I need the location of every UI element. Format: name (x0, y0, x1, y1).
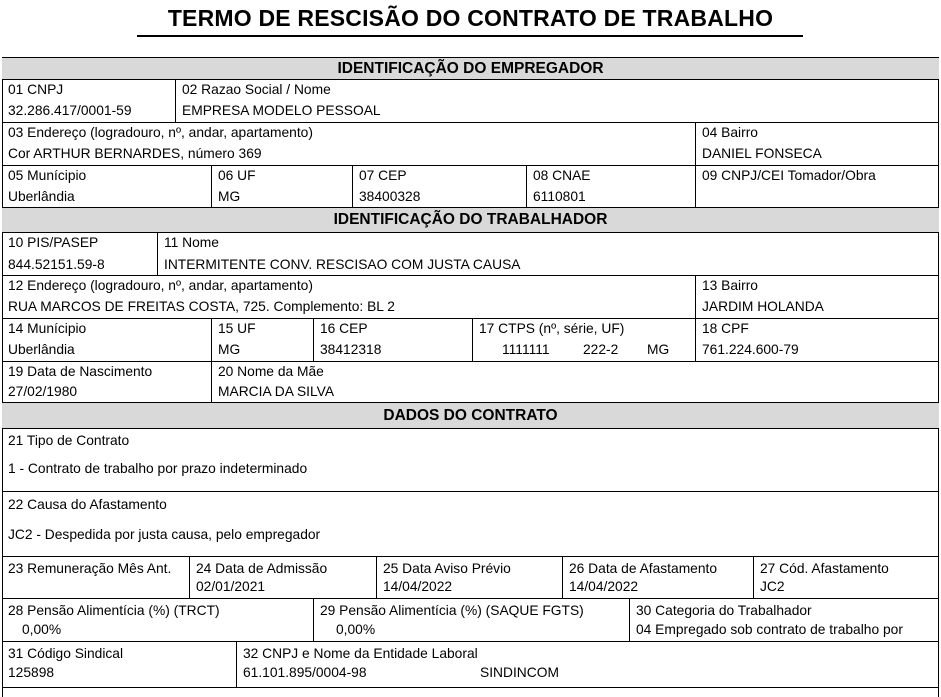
field-ctps-label: 17 CTPS (nº, série, UF) (479, 321, 625, 336)
field-bairro-trabalhador-value: JARDIM HOLANDA (702, 299, 824, 314)
field-cod-afastamento-value: JC2 (760, 579, 785, 594)
field-nome-mae-value: MARCIA DA SILVA (218, 384, 335, 399)
field-endereco-empregador (2, 123, 696, 166)
field-ctps-uf: MG (647, 342, 670, 357)
field-pis (2, 233, 158, 276)
field-aviso-previo (377, 557, 563, 599)
field-cnpj-label: 01 CNPJ (8, 82, 64, 97)
section-trabalhador-title: IDENTIFICAÇÃO DO TRABALHADOR (333, 211, 608, 228)
field-cnae-label: 08 CNAE (533, 168, 591, 183)
field-bairro-empregador (696, 123, 939, 166)
field-municipio-trabalhador-value: Uberlândia (8, 342, 75, 357)
field-pensao-trct-value: 0,00% (22, 622, 62, 637)
field-municipio-empregador-value: Uberlândia (8, 189, 75, 204)
field-cnpj (2, 80, 176, 123)
field-data-afastamento (563, 557, 754, 599)
field-entidade-laboral (237, 642, 939, 688)
field-nascimento-value: 27/02/1980 (8, 384, 78, 399)
field-uf-trabalhador-label: 15 UF (218, 321, 256, 336)
field-causa-afastamento-label: 22 Causa do Afastamento (8, 497, 167, 512)
field-data-afastamento-label: 26 Data de Afastamento (569, 561, 718, 576)
field-municipio-empregador-label: 05 Munícipio (8, 168, 87, 183)
section-contrato-title: DADOS DO CONTRATO (383, 407, 558, 424)
field-cpf-label: 18 CPF (702, 321, 749, 336)
field-razao-social-label: 02 Razao Social / Nome (182, 82, 331, 97)
field-pensao-trct-label: 28 Pensão Alimentícia (%) (TRCT) (8, 603, 220, 618)
field-uf-trabalhador-value: MG (218, 342, 241, 357)
field-pensao-fgts (314, 599, 630, 642)
section-contrato-header (2, 403, 939, 429)
field-entidade-laboral-label: 32 CNPJ e Nome da Entidade Laboral (243, 646, 478, 661)
field-pensao-fgts-value: 0,00% (336, 622, 376, 637)
field-entidade-laboral-nome: SINDINCOM (480, 665, 559, 680)
field-data-afastamento-value: 14/04/2022 (569, 579, 639, 594)
field-bairro-empregador-value: DANIEL FONSECA (702, 146, 822, 161)
field-municipio-trabalhador (2, 319, 212, 362)
field-codigo-sindical (2, 642, 237, 688)
field-remuneracao-label: 23 Remuneração Mês Ant. (8, 561, 172, 576)
field-cep-trabalhador-label: 16 CEP (320, 321, 368, 336)
field-cnae (527, 166, 696, 208)
field-tipo-contrato-value: 1 - Contrato de trabalho por prazo indeterminado (8, 461, 308, 476)
field-tomador-label: 09 CNPJ/CEI Tomador/Obra (702, 168, 876, 183)
field-cep-empregador-value: 38400328 (359, 189, 421, 204)
field-categoria-label: 30 Categoria do Trabalhador (636, 603, 812, 618)
section-empregador-header (2, 57, 939, 80)
field-nascimento-label: 19 Data de Nascimento (8, 364, 153, 379)
field-bairro-trabalhador (696, 276, 939, 319)
field-nome-label: 11 Nome (164, 235, 219, 250)
field-cep-trabalhador (314, 319, 473, 362)
document-title: TERMO DE RESCISÃO DO CONTRATO DE TRABALHO (167, 5, 774, 31)
field-uf-empregador (212, 166, 353, 208)
field-aviso-previo-label: 25 Data Aviso Prévio (383, 561, 511, 576)
field-ctps-serie: 222-2 (583, 342, 619, 357)
field-uf-empregador-value: MG (218, 189, 241, 204)
field-pis-value: 844.52151.59-8 (8, 257, 105, 272)
field-cep-empregador (353, 166, 527, 208)
field-tipo-contrato (2, 429, 939, 492)
section-empregador-title: IDENTIFICAÇÃO DO EMPREGADOR (337, 60, 604, 77)
field-endereco-empregador-label: 03 Endereço (logradouro, nº, andar, apartamento) (8, 125, 313, 140)
field-causa-afastamento (2, 492, 939, 557)
field-endereco-trabalhador-value: RUA MARCOS DE FREITAS COSTA, 725. Complemento: BL 2 (8, 299, 395, 314)
field-admissao (190, 557, 377, 599)
field-remuneracao (2, 557, 190, 599)
field-causa-afastamento-value: JC2 - Despedida por justa causa, pelo empregador (8, 527, 321, 542)
section-trabalhador-header (2, 208, 939, 233)
field-nome-value: INTERMITENTE CONV. RESCISAO COM JUSTA CAUSA (164, 257, 521, 272)
field-nome (158, 233, 939, 276)
field-codigo-sindical-value: 125898 (8, 665, 55, 680)
field-codigo-sindical-label: 31 Código Sindical (8, 646, 124, 661)
field-razao-social-value: EMPRESA MODELO PESSOAL (182, 103, 381, 118)
field-bairro-empregador-label: 04 Bairro (702, 125, 758, 140)
field-ctps (473, 319, 696, 362)
field-nascimento (2, 362, 212, 403)
field-cod-afastamento (754, 557, 939, 599)
field-admissao-label: 24 Data de Admissão (196, 561, 328, 576)
title-underline (137, 35, 803, 37)
field-cnae-value: 6110801 (533, 189, 586, 204)
field-cep-trabalhador-value: 38412318 (320, 342, 382, 357)
field-razao-social (176, 80, 939, 123)
field-endereco-empregador-value: Cor ARTHUR BERNARDES, número 369 (8, 146, 262, 161)
field-municipio-trabalhador-label: 14 Munícipio (8, 321, 87, 336)
field-cod-afastamento-label: 27 Cód. Afastamento (760, 561, 889, 576)
field-bairro-trabalhador-label: 13 Bairro (702, 278, 758, 293)
field-admissao-value: 02/01/2021 (196, 579, 266, 594)
field-endereco-trabalhador-label: 12 Endereço (logradouro, nº, andar, apartamento) (8, 278, 313, 293)
field-categoria-value: 04 Empregado sob contrato de trabalho por (636, 622, 903, 637)
field-pis-label: 10 PIS/PASEP (8, 235, 99, 250)
field-uf-trabalhador (212, 319, 314, 362)
field-pensao-trct (2, 599, 314, 642)
field-categoria (630, 599, 939, 642)
field-uf-empregador-label: 06 UF (218, 168, 256, 183)
field-aviso-previo-value: 14/04/2022 (383, 579, 453, 594)
field-nome-mae (212, 362, 939, 403)
field-tomador (696, 166, 939, 208)
field-municipio-empregador (2, 166, 212, 208)
field-tipo-contrato-label: 21 Tipo de Contrato (8, 433, 130, 448)
field-entidade-laboral-cnpj: 61.101.895/0004-98 (243, 665, 367, 680)
field-pensao-fgts-label: 29 Pensão Alimentícia (%) (SAQUE FGTS) (320, 603, 584, 618)
field-cpf-value: 761.224.600-79 (702, 342, 799, 357)
field-cep-empregador-label: 07 CEP (359, 168, 407, 183)
field-ctps-numero: 1111111 (502, 342, 550, 357)
field-cnpj-value: 32.286.417/0001-59 (8, 103, 132, 118)
field-endereco-trabalhador (2, 276, 696, 319)
field-cpf (696, 319, 939, 362)
field-nome-mae-label: 20 Nome da Mãe (218, 364, 324, 379)
